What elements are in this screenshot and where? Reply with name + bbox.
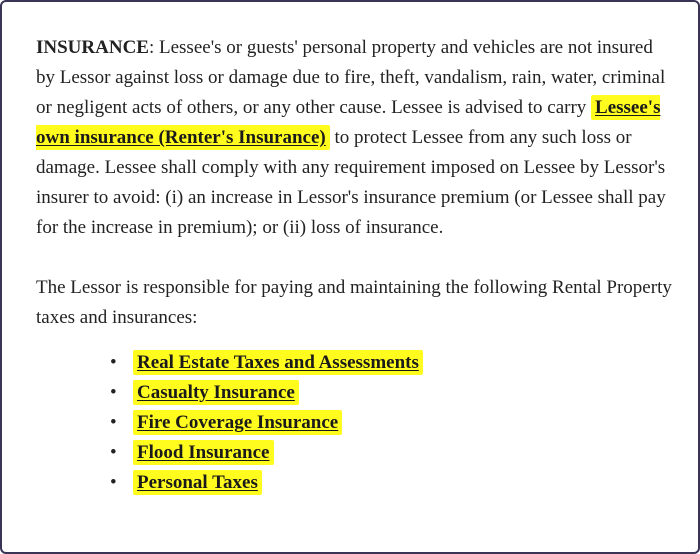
responsibility-paragraph: The Lessor is responsible for paying and maintaining the following Rental Property taxes and insurances: bbox=[36, 277, 672, 328]
insurance-paragraph bbox=[36, 33, 676, 243]
taxes-insurance-list bbox=[36, 348, 676, 498]
real-estate-taxes-link[interactable]: Real Estate Taxes and Assessments bbox=[133, 350, 423, 375]
bullet-icon: • bbox=[110, 352, 117, 373]
list-item bbox=[36, 408, 676, 438]
fire-coverage-insurance-link[interactable]: Fire Coverage Insurance bbox=[133, 410, 342, 435]
document-body bbox=[36, 33, 676, 498]
insurance-text-tail: to protect Lessee from any such loss or damage. Lessee shall comply with any requirement imposed on Lessee by Lessor's insurer to avoid: (i) an increase in Lessor's insurance premium (or Lessee shall pay for the increase in premium); or (ii) loss of insurance. bbox=[36, 127, 666, 238]
personal-taxes-link[interactable]: Personal Taxes bbox=[133, 470, 262, 495]
bullet-icon: • bbox=[110, 472, 117, 493]
list-item bbox=[36, 348, 676, 378]
list-item bbox=[36, 438, 676, 468]
bullet-icon: • bbox=[110, 412, 117, 433]
list-item bbox=[36, 468, 676, 498]
casualty-insurance-link[interactable]: Casualty Insurance bbox=[133, 380, 299, 405]
renters-insurance-link[interactable]: Lessee's own insurance (Renter's Insurance) bbox=[36, 97, 661, 148]
bullet-icon: • bbox=[110, 382, 117, 403]
flood-insurance-link[interactable]: Flood Insurance bbox=[133, 440, 274, 465]
insurance-text: : Lessee's or guests' personal property and vehicles are not insured by Lessor against loss or damage due to fire, theft, vandalism, rain, water, criminal or negligent acts of others, or any other cause. Lessee is advised to carry bbox=[36, 37, 666, 118]
bullet-icon: • bbox=[110, 442, 117, 463]
section-heading: INSURANCE bbox=[36, 37, 149, 58]
list-item bbox=[36, 378, 676, 408]
